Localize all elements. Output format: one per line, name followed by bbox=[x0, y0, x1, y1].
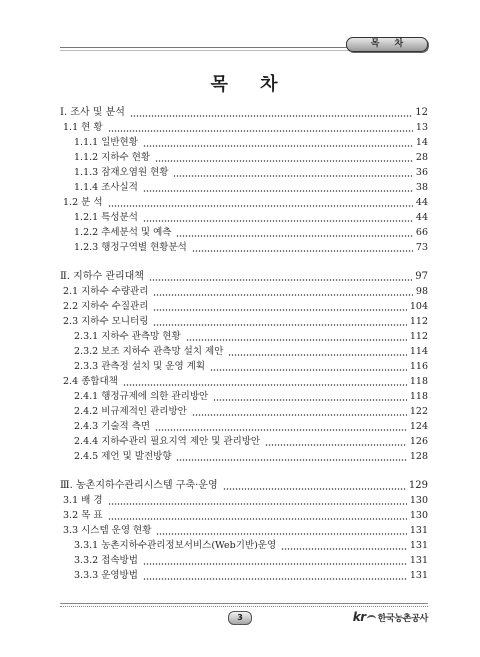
entry-page-number: 128 bbox=[409, 451, 428, 462]
entry-title: 2.2 지하수 수질관리 bbox=[63, 301, 149, 312]
entry-page-number: 131 bbox=[409, 525, 428, 536]
company-logo bbox=[353, 610, 428, 624]
dot-leader bbox=[108, 205, 413, 207]
toc-subsection-entry bbox=[60, 493, 428, 508]
page-title: 목 차 bbox=[210, 74, 278, 95]
dot-leader bbox=[176, 235, 412, 237]
toc-section bbox=[60, 478, 428, 583]
entry-title: 1.1 현 황 bbox=[63, 122, 103, 133]
entry-title: 1.1.4 조사실적 bbox=[74, 182, 138, 193]
toc-item-entry bbox=[60, 165, 428, 180]
entry-page-number: 131 bbox=[409, 540, 428, 551]
entry-title: 1.2 분 석 bbox=[63, 197, 103, 208]
dot-leader bbox=[108, 518, 407, 520]
entry-page-number: 13 bbox=[415, 122, 428, 133]
toc-subsection-entry bbox=[60, 508, 428, 523]
toc-item-entry bbox=[60, 568, 428, 583]
entry-title: 1.2.2 추세분석 및 예측 bbox=[74, 227, 172, 238]
entry-page-number: 114 bbox=[409, 346, 428, 357]
entry-title: 1.1.1 일반현황 bbox=[74, 137, 138, 148]
dot-leader bbox=[155, 160, 413, 162]
entry-title: 3.3.2 접속방법 bbox=[74, 555, 138, 566]
dot-leader bbox=[130, 115, 412, 117]
dot-leader bbox=[108, 503, 407, 505]
toc-item-entry bbox=[60, 538, 428, 553]
entry-page-number: 116 bbox=[409, 361, 428, 372]
entry-page-number: 38 bbox=[415, 182, 428, 193]
entry-title: 3.3 시스템 운영 현황 bbox=[63, 525, 152, 536]
entry-title: 2.4.3 기술적 측면 bbox=[74, 421, 151, 432]
toc-item-entry bbox=[60, 434, 428, 449]
entry-page-number: 131 bbox=[409, 570, 428, 581]
dot-leader bbox=[149, 279, 412, 281]
dot-leader bbox=[186, 339, 407, 341]
entry-title: 3.2 목 표 bbox=[63, 510, 103, 521]
entry-title: 1.2.3 행정구역별 현황분석 bbox=[74, 242, 187, 253]
entry-page-number: 130 bbox=[409, 495, 428, 506]
entry-title: 1.2.1 특성분석 bbox=[74, 212, 138, 223]
entry-title: 3.3.3 운영방법 bbox=[74, 570, 138, 581]
entry-title: 3.3.1 농촌지하수관리정보서비스(Web기반)운영 bbox=[74, 540, 277, 551]
entry-title: 2.4.5 제언 및 발전방향 bbox=[74, 451, 172, 462]
footer-rule bbox=[60, 603, 428, 607]
dot-leader bbox=[281, 548, 407, 550]
entry-page-number: 12 bbox=[415, 107, 428, 118]
entry-title: 3.1 배 경 bbox=[63, 495, 103, 506]
toc-subsection-entry bbox=[60, 299, 428, 314]
entry-page-number: 98 bbox=[415, 286, 428, 297]
dot-leader bbox=[123, 384, 407, 386]
entry-page-number: 129 bbox=[408, 480, 428, 491]
entry-title: 2.4.2 비규제적인 관리방안 bbox=[74, 406, 187, 417]
header-tab: 목 차 bbox=[346, 37, 428, 52]
toc-subsection-entry bbox=[60, 284, 428, 299]
dot-leader bbox=[228, 354, 406, 356]
toc-item-entry bbox=[60, 329, 428, 344]
dot-leader bbox=[153, 324, 406, 326]
entry-title: 2.4 종합대책 bbox=[63, 376, 118, 387]
dot-leader bbox=[223, 488, 406, 490]
entry-page-number: 130 bbox=[409, 510, 428, 521]
entry-title: 1.1.2 지하수 현황 bbox=[74, 152, 151, 163]
entry-title: 2.3.2 보조 지하수 관측망 설치 제안 bbox=[74, 346, 224, 357]
dot-leader bbox=[153, 309, 406, 311]
entry-title: Ⅱ. 지하수 관리대책 bbox=[60, 271, 144, 282]
dot-leader bbox=[143, 563, 407, 565]
logo-text: 한국농촌공사 bbox=[377, 613, 428, 624]
dot-leader bbox=[192, 414, 407, 416]
toc-section bbox=[60, 105, 428, 255]
entry-page-number: 66 bbox=[415, 227, 428, 238]
toc-item-entry bbox=[60, 150, 428, 165]
logo-swoosh-icon bbox=[367, 615, 376, 623]
entry-page-number: 14 bbox=[415, 137, 428, 148]
toc-item-entry bbox=[60, 419, 428, 434]
toc-item-entry bbox=[60, 225, 428, 240]
toc-subsection-entry bbox=[60, 374, 428, 389]
dot-leader bbox=[143, 578, 407, 580]
toc-chapter-heading bbox=[60, 105, 428, 120]
entry-page-number: 97 bbox=[415, 271, 428, 282]
entry-page-number: 73 bbox=[415, 242, 428, 253]
entry-title: Ⅰ. 조사 및 분석 bbox=[60, 107, 125, 118]
page-number-badge: 3 bbox=[228, 611, 252, 625]
dot-leader bbox=[108, 130, 413, 132]
dot-leader bbox=[155, 429, 407, 431]
entry-page-number: 118 bbox=[409, 391, 428, 402]
entry-title: 2.4.1 행정규제에 의한 관리방안 bbox=[74, 391, 209, 402]
entry-page-number: 36 bbox=[415, 167, 428, 178]
entry-title: 2.3.1 지하수 관측망 현황 bbox=[74, 331, 181, 342]
toc-section bbox=[60, 269, 428, 464]
entry-page-number: 118 bbox=[409, 376, 428, 387]
entry-page-number: 28 bbox=[415, 152, 428, 163]
entry-title: 2.3.3 관측정 설치 및 운영 계획 bbox=[74, 361, 206, 372]
entry-page-number: 112 bbox=[409, 331, 428, 342]
toc-item-entry bbox=[60, 553, 428, 568]
dot-leader bbox=[213, 399, 407, 401]
dot-leader bbox=[176, 459, 406, 461]
toc-subsection-entry bbox=[60, 523, 428, 538]
dot-leader bbox=[192, 250, 413, 252]
entry-page-number: 126 bbox=[409, 436, 428, 447]
toc-item-entry bbox=[60, 210, 428, 225]
entry-page-number: 131 bbox=[409, 555, 428, 566]
toc-item-entry bbox=[60, 404, 428, 419]
entry-page-number: 104 bbox=[409, 301, 428, 312]
dot-leader bbox=[153, 294, 413, 296]
dot-leader bbox=[173, 175, 412, 177]
dot-leader bbox=[156, 533, 406, 535]
toc-item-entry bbox=[60, 344, 428, 359]
dot-leader bbox=[210, 369, 407, 371]
dot-leader bbox=[143, 145, 413, 147]
toc-item-entry bbox=[60, 240, 428, 255]
toc-chapter-heading bbox=[60, 269, 428, 284]
logo-mark: kr bbox=[352, 610, 366, 624]
toc-subsection-entry bbox=[60, 120, 428, 135]
entry-page-number: 44 bbox=[415, 197, 428, 208]
dot-leader bbox=[143, 220, 413, 222]
entry-title: 1.1.3 잠재오염원 현황 bbox=[74, 167, 169, 178]
entry-page-number: 124 bbox=[409, 421, 428, 432]
entry-title: Ⅲ. 농촌지하수관리시스템 구축·운영 bbox=[60, 480, 218, 491]
entry-title: 2.4.4 지하수관리 필요지역 제안 및 관리방안 bbox=[74, 436, 261, 447]
toc-item-entry bbox=[60, 389, 428, 404]
toc-item-entry bbox=[60, 135, 428, 150]
entry-page-number: 44 bbox=[415, 212, 428, 223]
entry-page-number: 122 bbox=[409, 406, 428, 417]
toc-item-entry bbox=[60, 359, 428, 374]
toc-item-entry bbox=[60, 180, 428, 195]
dot-leader bbox=[143, 190, 413, 192]
entry-page-number: 112 bbox=[409, 316, 428, 327]
table-of-contents bbox=[60, 105, 428, 583]
entry-title: 2.1 지하수 수량관리 bbox=[63, 286, 149, 297]
toc-item-entry bbox=[60, 449, 428, 464]
entry-title: 2.3 지하수 모니터링 bbox=[63, 316, 149, 327]
dot-leader bbox=[265, 444, 407, 446]
toc-subsection-entry bbox=[60, 195, 428, 210]
toc-subsection-entry bbox=[60, 314, 428, 329]
toc-chapter-heading bbox=[60, 478, 428, 493]
